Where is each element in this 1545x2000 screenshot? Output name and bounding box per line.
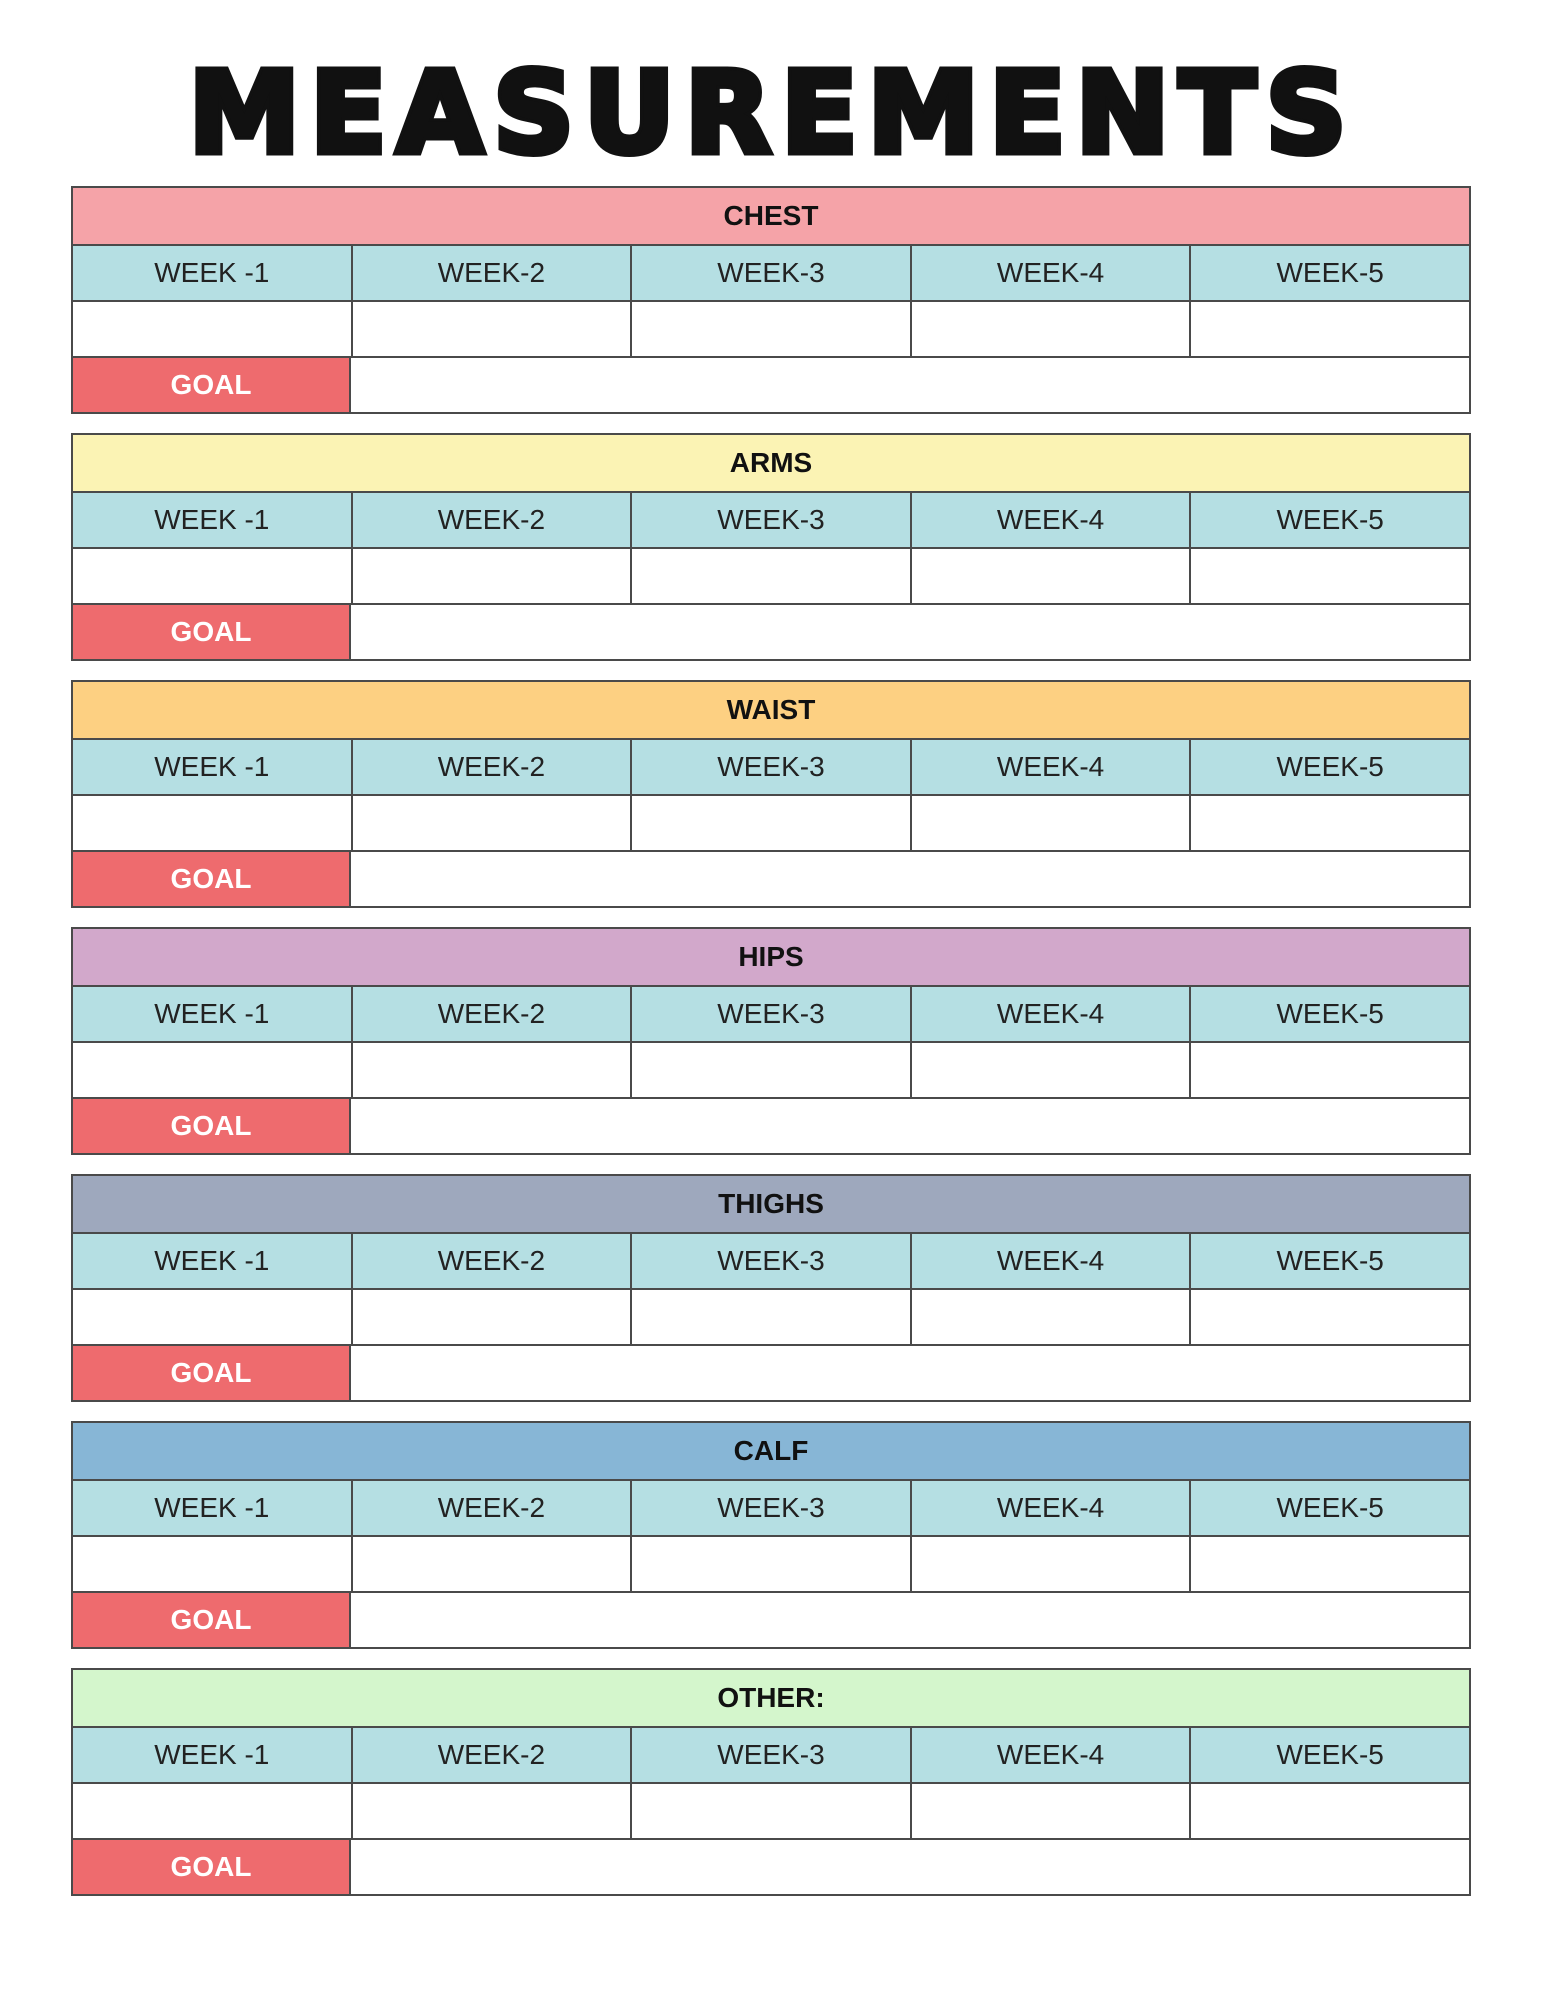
goal-label: GOAL xyxy=(73,1840,351,1894)
week-header-cell: WEEK -1 xyxy=(154,257,270,288)
goal-entry-field[interactable] xyxy=(351,1593,1469,1647)
category-header: HIPS xyxy=(73,929,1469,985)
goal-row xyxy=(73,1344,1469,1400)
measurement-entry-cell[interactable] xyxy=(1189,1784,1469,1838)
week-header-cell: WEEK-4 xyxy=(910,246,1190,300)
goal-label: GOAL xyxy=(73,852,351,906)
week-header-cell: WEEK-4 xyxy=(910,987,1190,1041)
week-header-row xyxy=(73,491,1469,547)
measurement-entry-cell[interactable] xyxy=(910,1290,1190,1344)
week-header-cell: WEEK-2 xyxy=(351,1234,631,1288)
week-header-cell: WEEK-4 xyxy=(910,1234,1190,1288)
measurement-entry-row xyxy=(73,1041,1469,1097)
measurement-entry-cell[interactable] xyxy=(910,1784,1190,1838)
category-header: WAIST xyxy=(73,682,1469,738)
week-header-cell: WEEK-2 xyxy=(351,987,631,1041)
category-header: THIGHS xyxy=(73,1176,1469,1232)
category-header: ARMS xyxy=(73,435,1469,491)
measurement-table-other xyxy=(71,1668,1471,1896)
measurement-table-hips xyxy=(71,927,1471,1155)
week-header-cell: WEEK -1 xyxy=(154,1492,270,1523)
measurement-entry-row xyxy=(73,547,1469,603)
week-header-cell: WEEK -1 xyxy=(154,504,270,535)
week-header-cell: WEEK-3 xyxy=(630,1728,910,1782)
week-header-row xyxy=(73,1479,1469,1535)
week-header-cell: WEEK-3 xyxy=(630,1481,910,1535)
week-header-cell: WEEK-5 xyxy=(1189,1234,1469,1288)
week-header-cell: WEEK-4 xyxy=(910,1481,1190,1535)
measurement-entry-cell[interactable] xyxy=(351,1784,631,1838)
measurement-table-waist xyxy=(71,680,1471,908)
week-header-cell: WEEK -1 xyxy=(154,751,270,782)
goal-label: GOAL xyxy=(73,605,351,659)
measurement-entry-cell[interactable] xyxy=(73,549,351,603)
week-header-cell: WEEK-2 xyxy=(351,1728,631,1782)
week-header-cell: WEEK-2 xyxy=(351,246,631,300)
week-header-cell: WEEK-3 xyxy=(630,740,910,794)
goal-entry-field[interactable] xyxy=(351,1099,1469,1153)
measurement-entry-cell[interactable] xyxy=(73,1784,351,1838)
measurement-entry-row xyxy=(73,794,1469,850)
week-header-cell: WEEK-3 xyxy=(630,246,910,300)
measurement-entry-cell[interactable] xyxy=(351,1043,631,1097)
week-header-cell: WEEK-2 xyxy=(351,1481,631,1535)
measurement-entry-cell[interactable] xyxy=(630,302,910,356)
measurement-entry-cell[interactable] xyxy=(73,302,351,356)
week-header-cell: WEEK-5 xyxy=(1189,987,1469,1041)
week-header-cell: WEEK-5 xyxy=(1189,493,1469,547)
measurement-entry-cell[interactable] xyxy=(630,549,910,603)
measurement-entry-row xyxy=(73,1535,1469,1591)
measurement-entry-cell[interactable] xyxy=(630,1290,910,1344)
goal-label: GOAL xyxy=(73,1593,351,1647)
measurement-entry-row xyxy=(73,300,1469,356)
week-header-row xyxy=(73,985,1469,1041)
measurement-entry-cell[interactable] xyxy=(1189,549,1469,603)
measurement-entry-cell[interactable] xyxy=(630,1537,910,1591)
goal-row xyxy=(73,356,1469,412)
measurement-table-chest xyxy=(71,186,1471,414)
measurement-entry-row xyxy=(73,1288,1469,1344)
goal-entry-field[interactable] xyxy=(351,358,1469,412)
week-header-cell: WEEK -1 xyxy=(154,1739,270,1770)
measurement-entry-cell[interactable] xyxy=(351,302,631,356)
measurement-table-thighs xyxy=(71,1174,1471,1402)
page-title: MEASUREMENTS xyxy=(188,49,1357,179)
week-header-row xyxy=(73,1726,1469,1782)
week-header-cell: WEEK-5 xyxy=(1189,1728,1469,1782)
goal-entry-field[interactable] xyxy=(351,1346,1469,1400)
week-header-cell: WEEK-3 xyxy=(630,1234,910,1288)
category-header: OTHER: xyxy=(73,1670,1469,1726)
measurement-entry-cell[interactable] xyxy=(1189,796,1469,850)
week-header-cell: WEEK -1 xyxy=(154,998,270,1029)
week-header-cell: WEEK-3 xyxy=(630,493,910,547)
week-header-row xyxy=(73,244,1469,300)
category-header: CHEST xyxy=(73,188,1469,244)
measurement-table-calf xyxy=(71,1421,1471,1649)
goal-entry-field[interactable] xyxy=(351,605,1469,659)
measurement-entry-cell[interactable] xyxy=(351,1290,631,1344)
measurement-entry-cell[interactable] xyxy=(73,1043,351,1097)
measurement-entry-cell[interactable] xyxy=(630,1043,910,1097)
week-header-cell: WEEK -1 xyxy=(154,1245,270,1276)
measurement-entry-cell[interactable] xyxy=(73,796,351,850)
goal-row xyxy=(73,1097,1469,1153)
measurement-entry-row xyxy=(73,1782,1469,1838)
measurement-entry-cell[interactable] xyxy=(910,796,1190,850)
week-header-row xyxy=(73,1232,1469,1288)
measurement-entry-cell[interactable] xyxy=(630,796,910,850)
measurement-entry-cell[interactable] xyxy=(910,1537,1190,1591)
measurement-entry-cell[interactable] xyxy=(1189,1290,1469,1344)
week-header-cell: WEEK-5 xyxy=(1189,740,1469,794)
measurement-entry-cell[interactable] xyxy=(73,1290,351,1344)
goal-row xyxy=(73,1591,1469,1647)
measurement-entry-cell[interactable] xyxy=(1189,302,1469,356)
measurement-entry-cell[interactable] xyxy=(1189,1537,1469,1591)
measurement-entry-cell[interactable] xyxy=(910,1043,1190,1097)
week-header-cell: WEEK-5 xyxy=(1189,246,1469,300)
measurement-entry-cell[interactable] xyxy=(910,302,1190,356)
goal-label: GOAL xyxy=(73,1099,351,1153)
goal-label: GOAL xyxy=(73,358,351,412)
measurement-entry-cell[interactable] xyxy=(351,796,631,850)
week-header-cell: WEEK-4 xyxy=(910,493,1190,547)
measurement-table-arms xyxy=(71,433,1471,661)
measurement-entry-cell[interactable] xyxy=(910,549,1190,603)
week-header-cell: WEEK-4 xyxy=(910,1728,1190,1782)
measurement-entry-cell[interactable] xyxy=(1189,1043,1469,1097)
measurement-entry-cell[interactable] xyxy=(73,1537,351,1591)
goal-row xyxy=(73,603,1469,659)
goal-label: GOAL xyxy=(73,1346,351,1400)
week-header-cell: WEEK-2 xyxy=(351,740,631,794)
week-header-row xyxy=(73,738,1469,794)
measurement-entry-cell[interactable] xyxy=(630,1784,910,1838)
measurement-entry-cell[interactable] xyxy=(351,1537,631,1591)
category-header: CALF xyxy=(73,1423,1469,1479)
goal-row xyxy=(73,1838,1469,1894)
goal-row xyxy=(73,850,1469,906)
week-header-cell: WEEK-4 xyxy=(910,740,1190,794)
goal-entry-field[interactable] xyxy=(351,1840,1469,1894)
week-header-cell: WEEK-2 xyxy=(351,493,631,547)
week-header-cell: WEEK-3 xyxy=(630,987,910,1041)
week-header-cell: WEEK-5 xyxy=(1189,1481,1469,1535)
measurement-entry-cell[interactable] xyxy=(351,549,631,603)
goal-entry-field[interactable] xyxy=(351,852,1469,906)
